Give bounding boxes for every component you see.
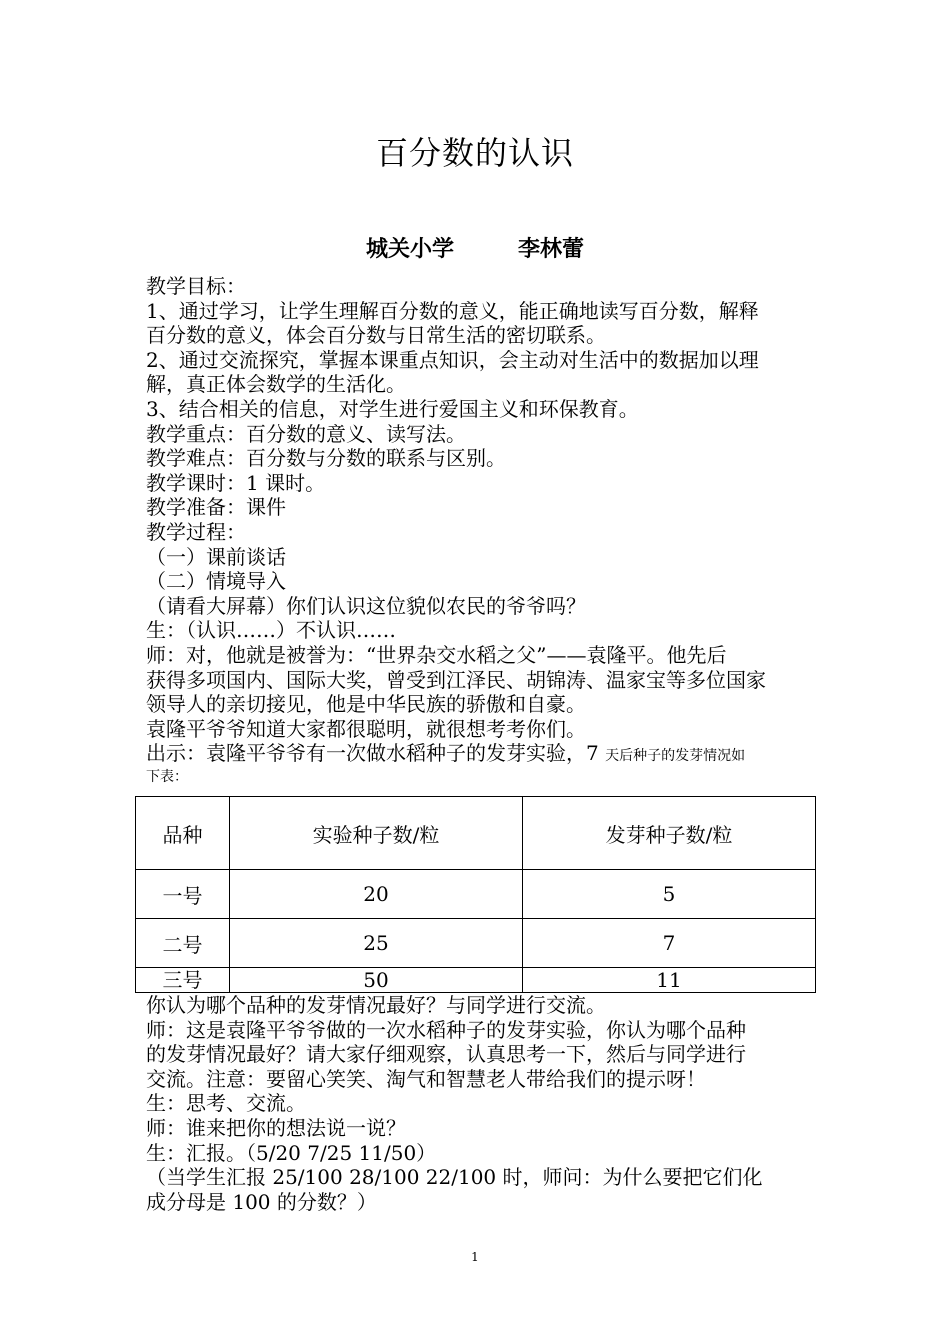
table-header-row — [136, 797, 816, 870]
text-line: 教学目标： — [146, 274, 246, 298]
school-name: 城关小学 — [365, 236, 454, 262]
text-line: （一）课前谈话 — [146, 544, 286, 569]
author-line — [0, 232, 950, 263]
text-line: 生：思考、交流。 — [146, 1091, 306, 1116]
table-header-cell: 品种 — [136, 797, 230, 870]
text-line: 师：对，他就是被誉为：“世界杂交水稻之父”——袁隆平。他先后 — [146, 642, 727, 667]
table-cell: 50 — [230, 968, 523, 993]
table-cell: 11 — [523, 968, 816, 993]
text-line: 交流。注意：要留心笑笑、淘气和智慧老人带给我们的提示呀！ — [146, 1066, 706, 1091]
text-line: 的发芽情况最好？请大家仔细观察，认真思考一下，然后与同学进行 — [146, 1042, 746, 1067]
text-line: 教学难点：百分数与分数的联系与区别。 — [146, 446, 506, 471]
table-cell: 三号 — [136, 968, 230, 993]
text-line: 1、通过学习，让学生理解百分数的意义，能正确地读写百分数，解释 — [146, 298, 759, 323]
text-line: 师：这是袁隆平爷爷做的一次水稻种子的发芽实验，你认为哪个品种 — [146, 1017, 746, 1042]
text-line: 领导人的亲切接见，他是中华民族的骄傲和自豪。 — [146, 692, 586, 717]
table-row — [136, 870, 816, 919]
table-header-cell: 实验种子数/粒 — [230, 797, 523, 870]
table-cell: 一号 — [136, 870, 230, 919]
text-line: 教学课时：1 课时。 — [146, 470, 326, 495]
text-line: 教学过程： — [146, 519, 246, 544]
lesson-plan-body-continued — [146, 993, 816, 1214]
table-cell: 5 — [523, 870, 816, 919]
table-cell: 20 — [230, 870, 523, 919]
table-row — [136, 919, 816, 968]
text-line: 师：谁来把你的想法说一说？ — [146, 1115, 406, 1140]
text-line: 教学准备：课件 — [146, 495, 286, 520]
table-header-cell: 发芽种子数/粒 — [523, 797, 816, 870]
table-row — [136, 968, 816, 993]
text-line: 教学重点：百分数的意义、读写法。 — [146, 421, 466, 446]
table-cell: 25 — [230, 919, 523, 968]
text-line: 你认为哪个品种的发芽情况最好？与同学进行交流。 — [146, 993, 606, 1017]
intro-main: 出示：袁隆平爷爷有一次做水稻种子的发芽实验，7 — [146, 741, 606, 766]
seed-germination-table — [135, 796, 816, 993]
text-line: 获得多项国内、国际大奖，曾受到江泽民、胡锦涛、温家宝等多位国家 — [146, 667, 766, 692]
table-cell: 二号 — [136, 919, 230, 968]
text-line: （请看大屏幕）你们认识这位貌似农民的爷爷吗？ — [146, 593, 586, 618]
intro-line — [146, 741, 816, 769]
text-line: （二）情境导入 — [146, 569, 286, 594]
text-line: 3、结合相关的信息，对学生进行爱国主义和环保教育。 — [146, 396, 639, 421]
text-line: 百分数的意义，体会百分数与日常生活的密切联系。 — [146, 323, 606, 348]
intro-small: 天后种子的发芽情况如 — [605, 748, 746, 765]
text-line: 2、通过交流探究，掌握本课重点知识，会主动对生活中的数据加以理 — [146, 347, 759, 372]
lesson-plan-body — [146, 274, 816, 785]
text-line: 生：（认识……）不认识…… — [146, 618, 396, 643]
author-name: 李林蕾 — [518, 236, 585, 262]
table-cell: 7 — [523, 919, 816, 968]
text-line: （当学生汇报 25/100 28/100 22/100 时，师问：为什么要把它们化 — [146, 1165, 763, 1190]
text-line: 生：汇报。（5/20 7/25 11/50） — [146, 1140, 437, 1165]
text-line: 成分母是 100 的分数？） — [146, 1189, 377, 1214]
text-line: 解，真正体会数学的生活化。 — [146, 372, 406, 397]
text-line: 袁隆平爷爷知道大家都很聪明，就很想考考你们。 — [146, 716, 586, 741]
page-number: 1 — [471, 1250, 479, 1264]
intro-small-continued: 下表： — [146, 768, 188, 785]
document-title: 百分数的认识 — [375, 134, 574, 172]
